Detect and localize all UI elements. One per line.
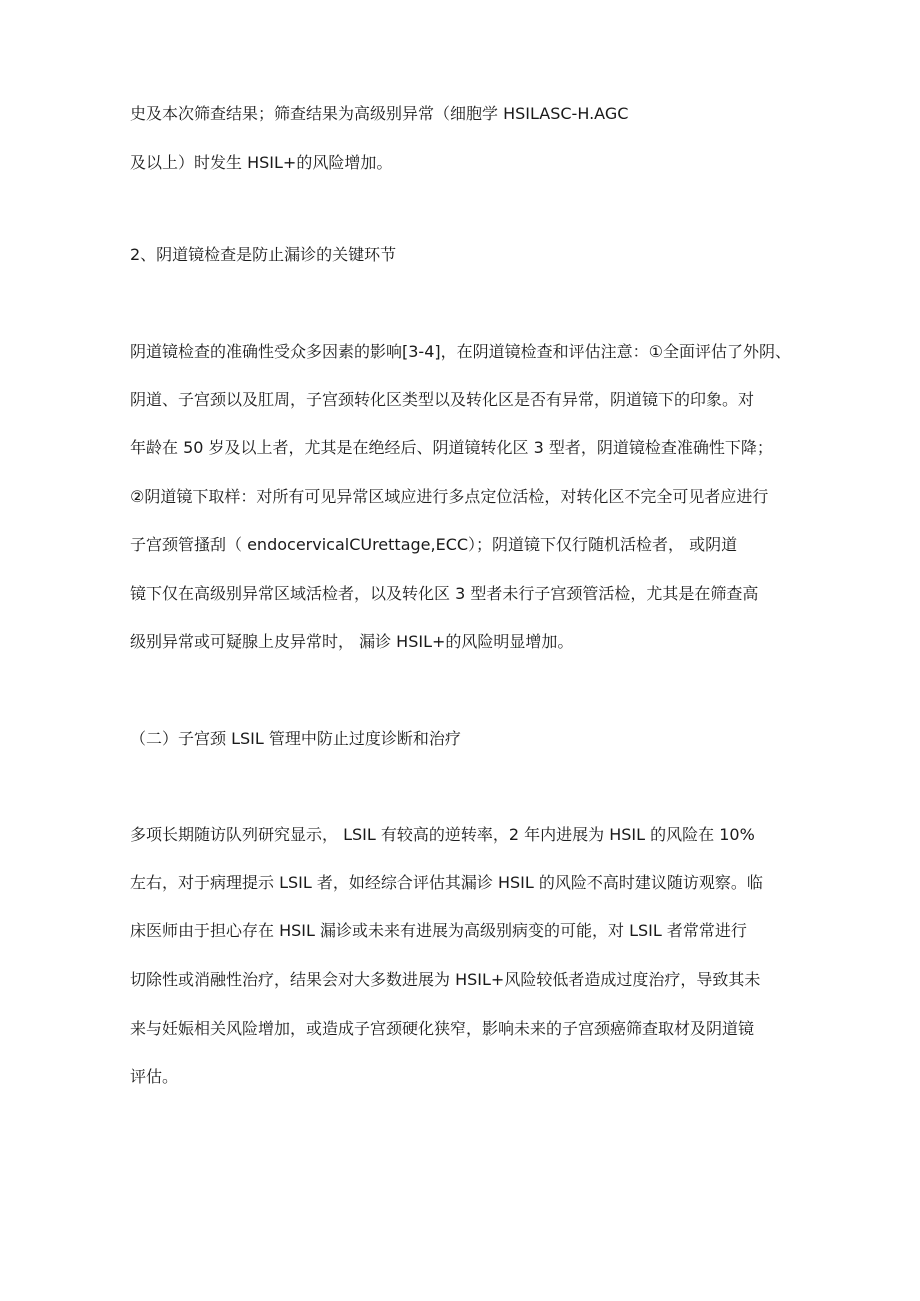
colposcopy-line-2: 阴道、子宫颈以及肛周，子宫颈转化区类型以及转化区是否有异常，阴道镜下的印象。对 (130, 390, 755, 409)
intro-line-2: 及以上）时发生 HSIL+的风险增加。 (130, 153, 393, 172)
colposcopy-line-1: 阴道镜检查的准确性受众多因素的影响[3-4]，在阴道镜检查和评估注意：①全面评估了外阴、 (130, 342, 791, 361)
colposcopy-line-7: 级别异常或可疑腺上皮异常时， 漏诊 HSIL+的风险明显增加。 (130, 632, 574, 651)
colposcopy-line-6: 镜下仅在高级别异常区域活检者，以及转化区 3 型者未行子宫颈管活检，尤其是在筛查高 (130, 584, 759, 603)
lsil-line-6: 评估。 (130, 1067, 179, 1086)
colposcopy-line-3: 年龄在 50 岁及以上者，尤其是在绝经后、阴道镜转化区 3 型者，阴道镜检查准确性下降； (130, 438, 773, 457)
intro-line-1: 史及本次筛查结果；筛查结果为高级别异常（细胞学 HSILASC-H.AGC (130, 104, 629, 123)
heading-colposcopy: 2、阴道镜检查是防止漏诊的关键环节 (130, 245, 397, 264)
colposcopy-line-4: ②阴道镜下取样：对所有可见异常区域应进行多点定位活检，对转化区不完全可见者应进行 (130, 487, 769, 506)
lsil-line-4: 切除性或消融性治疗，结果会对大多数进展为 HSIL+风险较低者造成过度治疗，导致其未 (130, 970, 761, 989)
heading-lsil-management: （二）子宫颈 LSIL 管理中防止过度诊断和治疗 (130, 729, 461, 748)
lsil-line-5: 来与妊娠相关风险增加，或造成子宫颈硬化狭窄，影响未来的子宫颈癌筛查取材及阴道镜 (130, 1019, 755, 1038)
lsil-line-3: 床医师由于担心存在 HSIL 漏诊或未来有进展为高级别病变的可能，对 LSIL 者常常进行 (130, 921, 747, 940)
lsil-line-2: 左右，对于病理提示 LSIL 者，如经综合评估其漏诊 HSIL 的风险不高时建议随访观察。临 (130, 873, 763, 892)
lsil-line-1: 多项长期随访队列研究显示， LSIL 有较高的逆转率，2 年内进展为 HSIL 的风险在 10% (130, 825, 755, 844)
colposcopy-line-5: 子宫颈管搔刮（ endocervicalCUrettage,ECC）；阴道镜下仅行随机活检者， 或阴道 (130, 535, 738, 554)
